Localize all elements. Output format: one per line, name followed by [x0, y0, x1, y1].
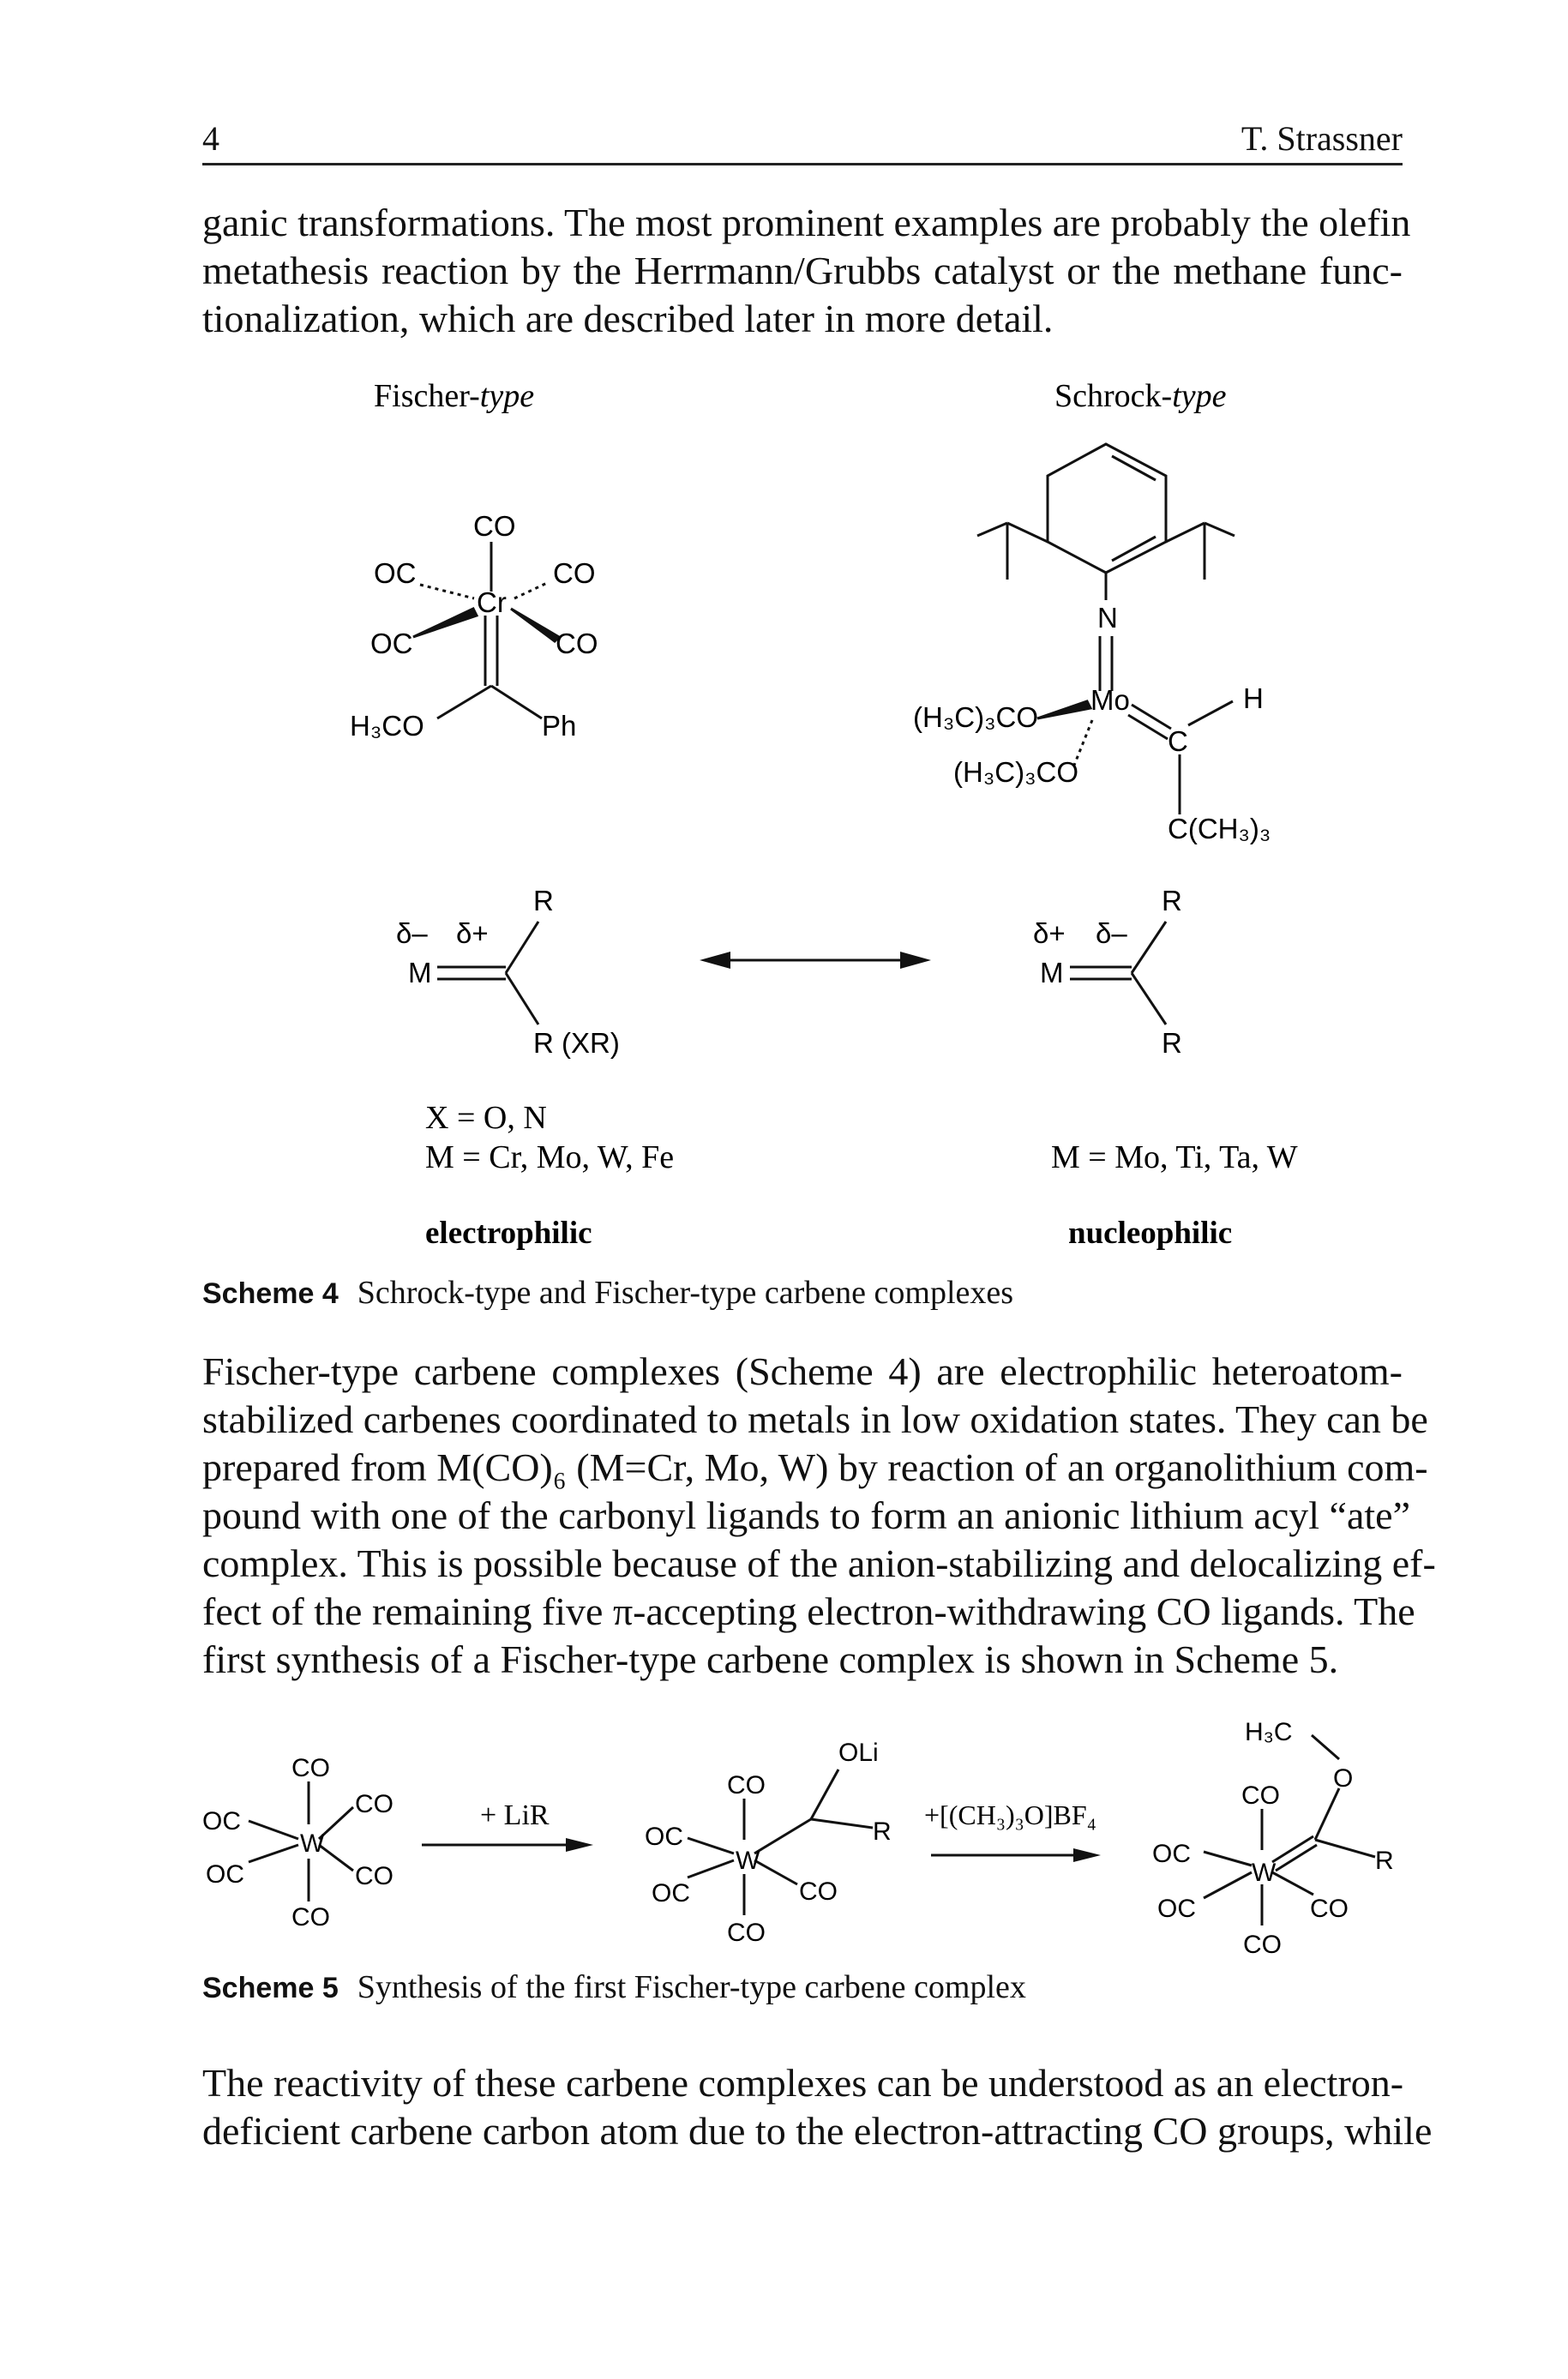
- paragraph-line: fect of the remaining five π-accepting electron-withdrawing CO ligands. The: [202, 1589, 1415, 1633]
- resonance-arrow: [700, 952, 931, 969]
- page-number: 4: [202, 119, 219, 158]
- schrock-delta-minus: δ–: [1096, 917, 1127, 949]
- product-r: R: [1375, 1847, 1394, 1875]
- paragraph-line: ganic transformations. The most prominent examples are probably the olefin: [202, 201, 1411, 244]
- product-metal: W: [1252, 1859, 1277, 1887]
- cr-co-lower: CO: [556, 628, 598, 659]
- paragraph-intro: [202, 199, 1411, 343]
- reagent-meerwein-salt: +[(CH₃)₃O]BF₄: [924, 1799, 1096, 1830]
- paragraph-line: Fischer-type carbene complexes (Scheme 4) are electrophilic heteroatom-: [202, 1349, 1403, 1393]
- cr-oc-lower: OC: [370, 628, 413, 659]
- paragraph-line: metathesis reaction by the Herrmann/Grubbs catalyst or the methane func-: [202, 249, 1403, 292]
- scheme-5-caption: [202, 1967, 1026, 2009]
- fischer-type-heading: Fischer-type: [374, 378, 535, 414]
- w2-r: R: [873, 1817, 892, 1846]
- product-oc-lower: OC: [1157, 1895, 1196, 1923]
- paragraph-line: pound with one of the carbonyl ligands to form an anionic lithium acyl “ate”: [202, 1493, 1410, 1537]
- w2-co-lower: CO: [799, 1877, 838, 1906]
- schrock-nucleophilic-label: nucleophilic: [1068, 1216, 1233, 1251]
- product-oc-upper: OC: [1152, 1840, 1191, 1868]
- w1-co-upper: CO: [355, 1790, 394, 1818]
- w1-oc-lower: OC: [206, 1860, 244, 1889]
- scheme-5-caption-label: Scheme 5: [202, 1972, 339, 2004]
- scheme-4-figure: [0, 360, 1568, 1277]
- mo-alkoxy-upper: (H₃C)₃CO: [913, 701, 1039, 733]
- fischer-r-top: R: [533, 885, 554, 916]
- scheme-4-caption-label: Scheme 4: [202, 1277, 339, 1310]
- mo-nitrogen: N: [1097, 602, 1118, 634]
- fischer-r-bottom: R (XR): [533, 1027, 620, 1059]
- fischer-delta-plus: δ+: [456, 917, 489, 949]
- scheme-5-caption-text: Synthesis of the first Fischer-type carbene complex: [357, 1969, 1026, 2005]
- w1-co-top: CO: [291, 1754, 330, 1782]
- fischer-metal-m: M: [408, 957, 432, 988]
- w2-metal: W: [736, 1847, 760, 1875]
- paragraph-line: complex. This is possible because of the anion-stabilizing and delocalizing ef-: [202, 1541, 1436, 1585]
- w2-co-bottom: CO: [727, 1919, 766, 1947]
- cr-co-upper: CO: [553, 557, 596, 589]
- w1-co-lower: CO: [355, 1862, 394, 1890]
- scheme-5-figure: [0, 1697, 1568, 1980]
- paragraph-line: first synthesis of a Fischer-type carbene complex is shown in Scheme 5.: [202, 1637, 1339, 1681]
- mo-carbene-carbon: C: [1168, 725, 1188, 757]
- product-oxygen: O: [1333, 1764, 1354, 1793]
- schrock-type-heading: Schrock-type: [1054, 378, 1227, 414]
- product-h3c: H₃C: [1245, 1718, 1293, 1746]
- paragraph-line: stabilized carbenes coordinated to metals in low oxidation states. They can be: [202, 1397, 1428, 1441]
- running-author: T. Strassner: [1241, 119, 1403, 158]
- paragraph-line: prepared from M(CO)₆ (M=Cr, Mo, W) by reaction of an organolithium com-: [202, 1445, 1428, 1489]
- reaction-arrow-2: [931, 1848, 1101, 1862]
- schrock-delta-plus: δ+: [1033, 917, 1066, 949]
- w2-co-top: CO: [727, 1771, 766, 1799]
- fischer-delta-minus: δ–: [396, 917, 428, 949]
- mo-alkoxy-lower: (H₃C)₃CO: [953, 756, 1079, 788]
- header-rule: [202, 163, 1403, 165]
- reaction-arrow-1: [422, 1838, 593, 1852]
- product-co-lower: CO: [1310, 1895, 1349, 1923]
- schrock-r-bottom: R: [1162, 1027, 1182, 1059]
- w2-oc-lower: OC: [652, 1879, 690, 1907]
- fischer-m-definition: M = Cr, Mo, W, Fe: [425, 1139, 675, 1175]
- chromium-carbene-complex: [413, 542, 559, 718]
- schrock-m-definition: M = Mo, Ti, Ta, W: [1051, 1139, 1298, 1175]
- acyl-ate-complex: [688, 1769, 873, 1915]
- mo-hydrogen: H: [1243, 682, 1264, 714]
- w2-oli: OLi: [838, 1739, 879, 1767]
- reagent-lir: + LiR: [480, 1799, 550, 1831]
- mo-metal: Mo: [1090, 684, 1130, 716]
- fischer-x-definition: X = O, N: [425, 1100, 547, 1136]
- schrock-metal-m: M: [1040, 957, 1064, 988]
- scheme-4-caption-text: Schrock-type and Fischer-type carbene complexes: [357, 1275, 1014, 1311]
- scheme-4-caption: [202, 1272, 1013, 1314]
- w1-co-bottom: CO: [291, 1903, 330, 1931]
- cr-metal: Cr: [477, 586, 507, 618]
- cr-methoxy: H₃CO: [350, 710, 424, 742]
- page-header: [202, 117, 1403, 161]
- paragraph-line: The reactivity of these carbene complexes can be understood as an electron-: [202, 2061, 1404, 2105]
- paragraph-fischer: [202, 1348, 1436, 1684]
- paragraph-line: tionalization, which are described later in more detail.: [202, 297, 1054, 340]
- w1-oc-upper: OC: [202, 1807, 241, 1835]
- w2-oc-upper: OC: [645, 1823, 683, 1851]
- cr-co-top: CO: [473, 510, 516, 542]
- fischer-electrophilic-label: electrophilic: [425, 1216, 592, 1251]
- mo-tert-butyl: C(CH₃)₃: [1168, 813, 1271, 844]
- product-co-top: CO: [1241, 1781, 1280, 1810]
- cr-oc-upper: OC: [374, 557, 417, 589]
- product-co-bottom: CO: [1243, 1931, 1282, 1959]
- w1-metal: W: [300, 1829, 325, 1858]
- paragraph-line: deficient carbene carbon atom due to the electron-attracting CO groups, while: [202, 2109, 1433, 2153]
- schrock-r-top: R: [1162, 885, 1182, 916]
- paragraph-reactivity: [202, 2059, 1433, 2155]
- cr-phenyl: Ph: [542, 710, 577, 742]
